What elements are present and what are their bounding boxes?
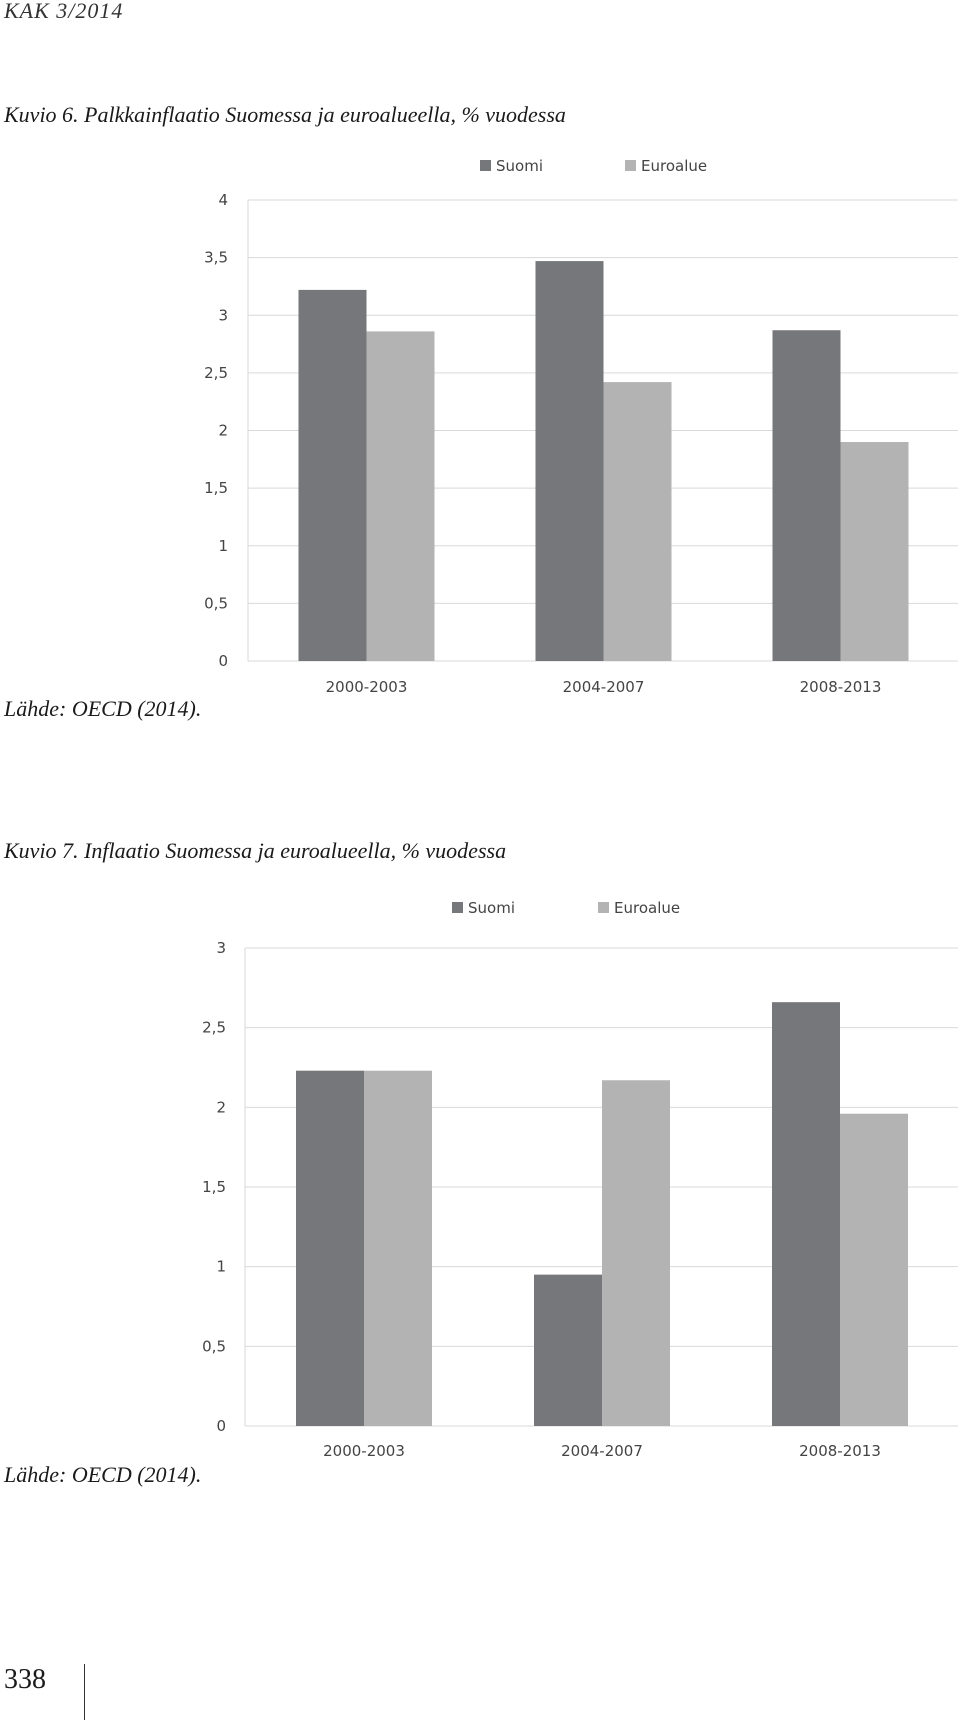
bar-suomi-2008-2013 bbox=[773, 330, 841, 661]
x-tick-label: 2004-2007 bbox=[562, 678, 645, 696]
running-header: KAK 3/2014 bbox=[4, 0, 124, 23]
legend-label-euroalue: Euroalue bbox=[641, 157, 708, 175]
legend-swatch-euroalue bbox=[625, 160, 636, 171]
legend-swatch-suomi bbox=[480, 160, 491, 171]
y-tick-label: 0,5 bbox=[204, 594, 228, 613]
bar-euroalue-2000-2003 bbox=[367, 331, 435, 661]
legend-swatch-suomi bbox=[452, 902, 463, 913]
bar-suomi-2000-2003 bbox=[296, 1071, 364, 1426]
figure-6-caption: Kuvio 6. Palkkainflaatio Suomessa ja euroalueella, % vuodessa bbox=[4, 102, 566, 127]
y-tick-label: 2 bbox=[218, 421, 228, 440]
y-tick-label: 2,5 bbox=[202, 1018, 226, 1037]
legend-label-suomi: Suomi bbox=[496, 157, 543, 175]
bar-euroalue-2004-2007 bbox=[604, 382, 672, 661]
y-tick-label: 2,5 bbox=[204, 363, 228, 382]
figure-7-caption: Kuvio 7. Inflaatio Suomessa ja euroalueella, % vuodessa bbox=[4, 838, 507, 863]
y-tick-label: 0 bbox=[216, 1417, 226, 1435]
bar-suomi-2008-2013 bbox=[772, 1002, 840, 1426]
y-tick-label: 3 bbox=[216, 939, 226, 957]
bar-suomi-2004-2007 bbox=[534, 1275, 602, 1426]
figure-6-source: Lähde: OECD (2014). bbox=[4, 696, 202, 721]
y-tick-label: 1 bbox=[216, 1257, 226, 1276]
bar-suomi-2000-2003 bbox=[299, 290, 367, 661]
figure-6-chart bbox=[0, 150, 960, 710]
figure-7-source: Lähde: OECD (2014). bbox=[4, 1462, 202, 1487]
y-tick-label: 2 bbox=[216, 1098, 226, 1117]
y-tick-label: 4 bbox=[218, 191, 228, 209]
figure-7-chart bbox=[0, 890, 960, 1470]
y-tick-label: 3 bbox=[218, 306, 228, 325]
x-tick-label: 2000-2003 bbox=[323, 1442, 405, 1460]
y-tick-label: 1 bbox=[218, 536, 228, 555]
y-tick-label: 0,5 bbox=[202, 1337, 226, 1356]
legend-label-euroalue: Euroalue bbox=[614, 899, 681, 917]
bar-euroalue-2000-2003 bbox=[364, 1071, 432, 1426]
bar-euroalue-2008-2013 bbox=[841, 442, 909, 661]
page-number: 338 bbox=[4, 1664, 46, 1695]
x-tick-label: 2000-2003 bbox=[325, 678, 408, 696]
page-number-divider bbox=[84, 1664, 85, 1720]
y-tick-label: 3,5 bbox=[204, 248, 228, 267]
y-tick-label: 0 bbox=[218, 652, 228, 670]
bar-euroalue-2008-2013 bbox=[840, 1114, 908, 1426]
x-tick-label: 2008-2013 bbox=[799, 678, 882, 696]
x-tick-label: 2008-2013 bbox=[799, 1442, 881, 1460]
bar-suomi-2004-2007 bbox=[536, 261, 604, 661]
bar-euroalue-2004-2007 bbox=[602, 1080, 670, 1426]
y-tick-label: 1,5 bbox=[202, 1178, 226, 1196]
y-tick-label: 1,5 bbox=[204, 479, 228, 498]
legend-swatch-euroalue bbox=[598, 902, 609, 913]
x-tick-label: 2004-2007 bbox=[561, 1442, 643, 1460]
legend-label-suomi: Suomi bbox=[468, 899, 515, 917]
